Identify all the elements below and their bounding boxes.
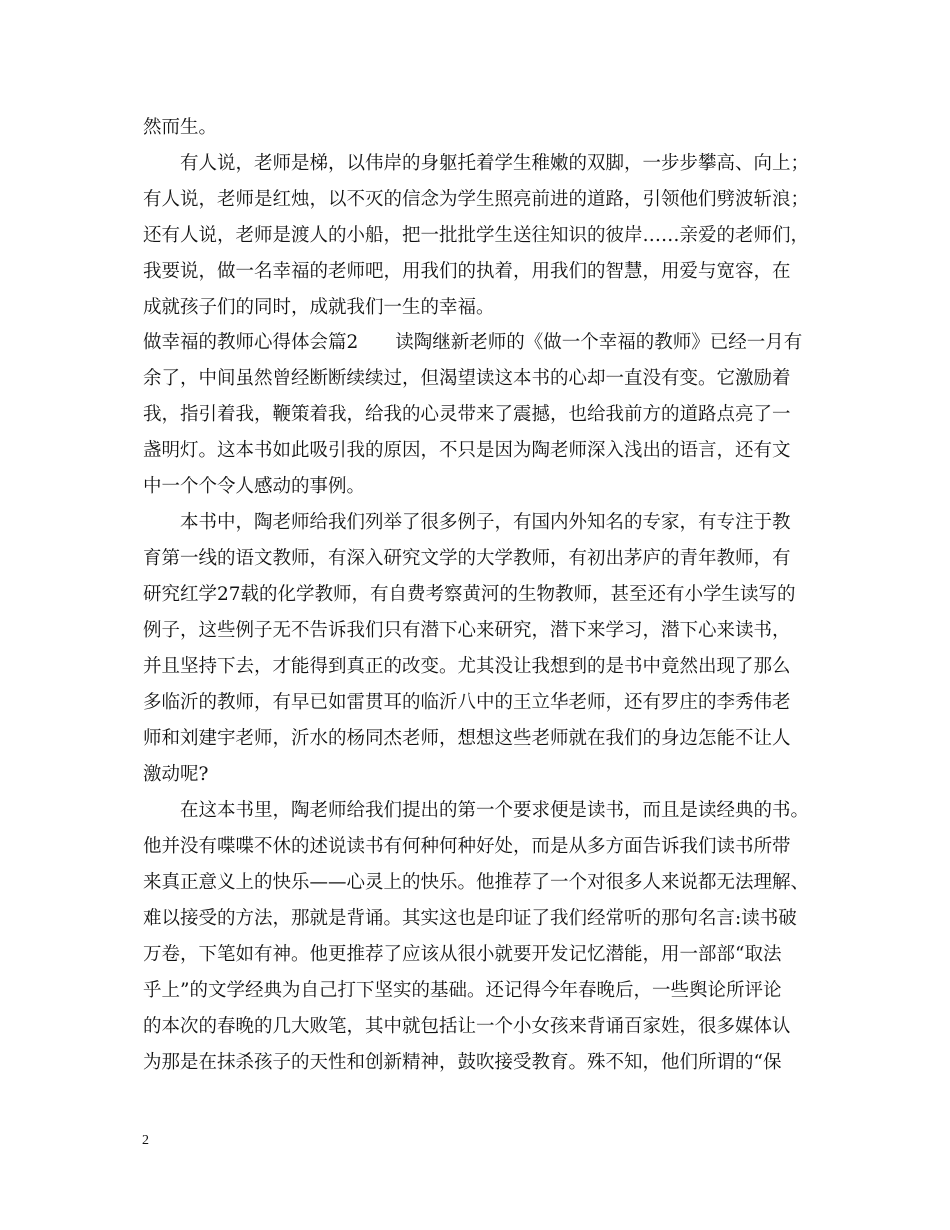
text-line: 有人说，老师是梯，以伟岸的身躯托着学生稚嫩的双脚，一步步攀高、向上； bbox=[180, 153, 810, 174]
text-line: 激动呢? bbox=[143, 764, 209, 785]
text-line: 我，指引着我，鞭策着我，给我的心灵带来了震撼，也给我前方的道路点亮了一 bbox=[143, 404, 791, 425]
text-line: 难以接受的方法，那就是背诵。其实这也是印证了我们经常听的那句名言:读书破 bbox=[143, 908, 797, 929]
text-line: 为那是在抹杀孩子的天性和创新精神，鼓吹接受教育。殊不知，他们所谓的“保 bbox=[143, 1052, 782, 1073]
text-line: 余了，中间虽然曾经断断续续过，但渴望读这本书的心却一直没有变。它激励着 bbox=[143, 368, 791, 389]
text-line: 育第一线的语文教师，有深入研究文学的大学教师，有初出茅庐的青年教师，有 bbox=[143, 548, 791, 569]
text-line: 例子，这些例子无不告诉我们只有潜下心来研究，潜下来学习，潜下心来读书， bbox=[143, 620, 791, 641]
text-line: 并且坚持下去，才能得到真正的改变。尤其没让我想到的是书中竟然出现了那么 bbox=[143, 656, 791, 677]
text-line: 本书中，陶老师给我们列举了很多例子，有国内外知名的专家，有专注于教 bbox=[180, 512, 791, 533]
section-heading-line: 做幸福的教师心得体会篇2 读陶继新老师的《做一个幸福的教师》已经一月有 bbox=[143, 332, 803, 353]
text-line: 在这本书里，陶老师给我们提出的第一个要求便是读书，而且是读经典的书。 bbox=[180, 800, 810, 821]
text-line: 中一个个令人感动的事例。 bbox=[143, 476, 366, 497]
text-line: 他并没有喋喋不休的述说读书有何种何种好处，而是从多方面告诉我们读书所带 bbox=[143, 836, 791, 857]
text-line: 还有人说，老师是渡人的小船，把一批批学生送往知识的彼岸……亲爱的老师们， bbox=[143, 225, 810, 246]
text-line: 师和刘建宇老师，沂水的杨同杰老师，想想这些老师就在我们的身边怎能不让人 bbox=[143, 728, 791, 749]
text-line: 我要说，做一名幸福的老师吧，用我们的执着，用我们的智慧，用爱与宽容，在 bbox=[143, 261, 791, 282]
text-line: 研究红学27载的化学教师，有自费考察黄河的生物教师，甚至还有小学生读写的 bbox=[143, 584, 796, 605]
page-number: 2 bbox=[142, 1133, 149, 1148]
text-line: 万卷，下笔如有神。他更推荐了应该从很小就要开发记忆潜能，用一部部“取法 bbox=[143, 944, 782, 965]
text-line: 的本次的春晚的几大败笔，其中就包括让一个小女孩来背诵百家姓，很多媒体认 bbox=[143, 1016, 791, 1037]
text-line: 盏明灯。这本书如此吸引我的原因，不只是因为陶老师深入浅出的语言，还有文 bbox=[143, 440, 791, 461]
text-line: 然而生。 bbox=[143, 117, 218, 138]
text-line: 成就孩子们的同时，成就我们一生的幸福。 bbox=[143, 297, 495, 318]
text-line: 有人说，老师是红烛，以不灭的信念为学生照亮前进的道路，引领他们劈波斩浪； bbox=[143, 189, 810, 210]
text-line: 多临沂的教师，有早已如雷贯耳的临沂八中的王立华老师，还有罗庄的李秀伟老 bbox=[143, 692, 791, 713]
text-line: 乎上”的文学经典为自己打下坚实的基础。还记得今年春晚后，一些舆论所评论 bbox=[143, 980, 782, 1001]
text-line: 来真正意义上的快乐——心灵上的快乐。他推荐了一个对很多人来说都无法理解、 bbox=[143, 872, 810, 893]
